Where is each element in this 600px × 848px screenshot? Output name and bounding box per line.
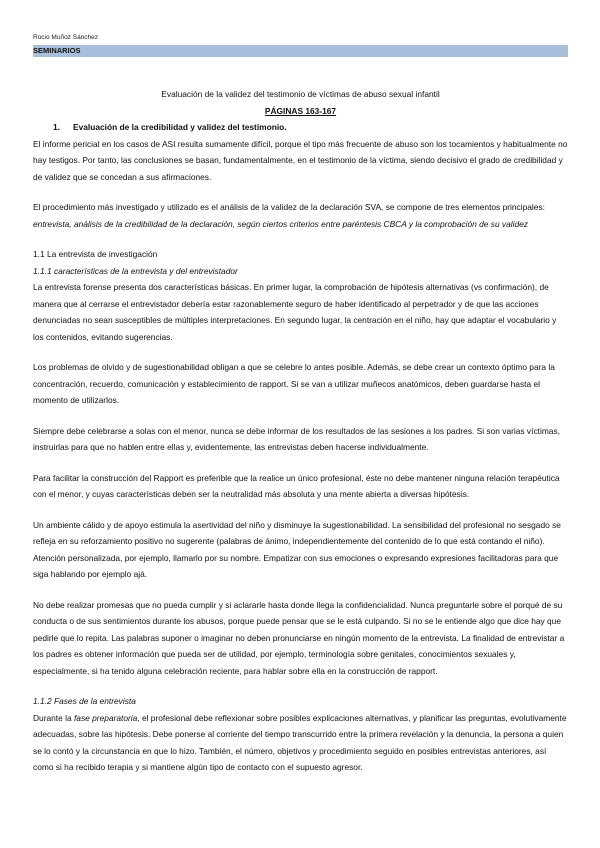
- section-title: SEMINARIOS: [33, 46, 81, 55]
- subheading-1-1: 1.1 La entrevista de investigación: [33, 249, 158, 259]
- paragraph-sva: [33, 199, 568, 232]
- pages-reference: PÁGINAS 163-167: [264, 105, 337, 116]
- subheading-1-1-1: 1.1.1 características de la entrevista y del entrevistador: [33, 265, 238, 276]
- paragraph-rapport: Para facilitar la construcción del Rapport es preferible que la realice un único profesional, éste no debe mantener ninguna relación terapéutica con el menor, y cuyas características deben ser la neutralidad más absoluta y una mente abierta a diversas hipótesis.: [33, 472, 560, 499]
- document-body: [33, 86, 568, 776]
- paragraph-phases-text: , el profesional debe reflexionar sobre posibles explicaciones alternativas, y planificar las preguntas, evolutivamente adecuadas, sobre las hipótesis. Debe ponerse al corriente del tiempo transcurrido entre la primera revelación y la denuncia, la persona a quien se lo contó y la circunstancia en que lo hizo. También, el número, objetivos y procedimiento seguido en posibles entrevistas anteriores, así como si ha recibido terapia y si mantiene algún tipo de contacto con el supuesto agresor.: [33, 712, 567, 772]
- paragraph-environment: Un ambiente cálido y de apoyo estimula la asertividad del niño y disminuye la sugestionabilidad. La sensibilidad del profesional no sesgado se refleja en su reforzamiento positivo no sugerente (palabras de ánimo, independientemente del contenido de lo que está contando el niño). Atención personalizada, por ejemplo, llamarlo por su nombre. Empatizar con sus emociones o expresando expresiones facilitadoras para que siga hablando por ejemplo ajá.: [33, 519, 561, 579]
- paragraph-alone: Siempre debe celebrarse a solas con el menor, nunca se debe informar de los resultados de las sesiones a los padres. Si son varias víctimas, instruirlas para que no hablen entre ellas y, evidentemente, las entrevistas deben hacerse individualmente.: [33, 425, 560, 452]
- paragraph-phases-lead: Durante la: [33, 712, 72, 723]
- paragraph-characteristics: La entrevista forense presenta dos características básicas. En primer lugar, la comprobación de hipótesis alternativas (vs confirmación), de manera que al cerrarse el entrevistador debería estar razonablemente seguro de haber identificado al perpetrador y de que las acciones denunciadas no sean susceptibles de múltiples interpretaciones. En segundo lugar, la centración en el niño, hay que adaptar el vocabulario y los contenidos, evitando sugerencias.: [33, 282, 557, 342]
- heading-1: [33, 119, 568, 136]
- document-title: Evaluación de la validez del testimonio de víctimas de abuso sexual infantil: [161, 89, 440, 99]
- paragraph-phases-term: fase preparatoria: [73, 712, 138, 723]
- paragraph-promises: No debe realizar promesas que no pueda cumplir y si aclararle hasta donde llega la confidencialidad. Nunca preguntarle sobre el porqué de su conducta o de sus sentimientos durante los abusos, porque puede pensar que se le está culpando. Si no se le entiende algo que dice hay que pedirle que lo repita. Las palabras suponer o imaginar no deben pronunciarse en ningún momento de la entrevista. La finalidad de entrevistar a los padres es obtener información que pueda ser de utilidad, por ejemplo, terminología sobre genitales, conocimientos sexuales y, especialmente, si ha tenido alguna celebración reciente, para hablar sobre ella en la construcción de rapport.: [33, 599, 565, 676]
- paragraph-sva-text: El procedimiento más investigado y utilizado es el análisis de la validez de la declaración SVA, se compone de tres elementos principales:: [33, 202, 545, 212]
- paragraph-phases: [33, 710, 568, 776]
- subheading-1-1-2: 1.1.2 Fases de la entrevista: [33, 696, 136, 706]
- paragraph-forgetting: Los problemas de olvido y de sugestionabilidad obligan a que se celebre lo antes posible. Además, se debe crear un contexto óptimo para la concentración, recuerdo, comunicación y establecimiento de rapport. Si se van a utilizar muñecos anatómicos, deben guardarse hasta el momento de utilizarlos.: [33, 362, 555, 405]
- section-header-bar: [33, 45, 568, 57]
- paragraph-sva-elements: entrevista, análisis de la credibilidad de la declaración, según ciertos criterios entre paréntesis CBCA y la comprobación de su validez: [33, 218, 528, 229]
- paragraph-intro: El informe pericial en los casos de ASI resulta sumamente difícil, porque el tipo más frecuente de abuso son los tocamientos y habitualmente no hay testigos. Por tanto, las conclusiones se basan, fundamentalmente, en el testimonio de la víctima, siendo decisivo el grado de credibilidad y de validez que se concedan a sus afirmaciones.: [33, 138, 568, 182]
- heading-1-text: Evaluación de la credibilidad y validez del testimonio.: [73, 122, 287, 132]
- heading-1-number: 1.: [53, 122, 60, 132]
- author-name: Rocio Muñoz Sánchez: [33, 34, 99, 41]
